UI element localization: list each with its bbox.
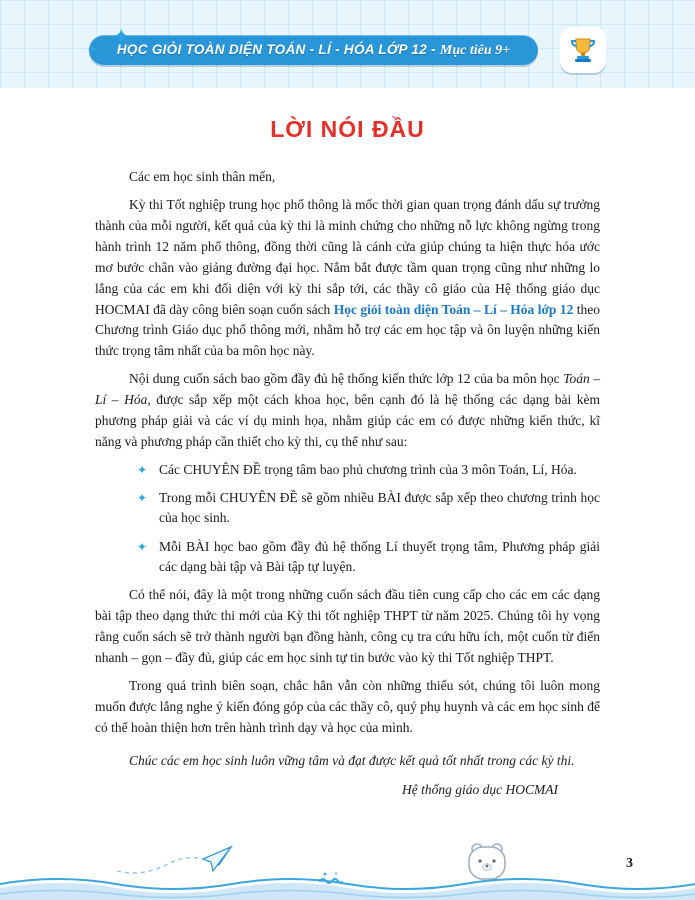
trophy-icon — [560, 27, 606, 73]
paragraph-intro — [95, 195, 600, 362]
page-number: 3 — [626, 856, 633, 871]
banner-title: HỌC GIỎI TOÀN DIỆN TOÁN - LÍ - HÓA LỚP 12 - — [116, 42, 440, 57]
page-header — [0, 0, 695, 88]
paragraph-exam: Có thể nói, đây là một trong những cuốn sách đầu tiên cung cấp cho các em các dạng bài tập theo dạng thức thi mới của Kỳ thi tốt nghiệp THPT từ năm 2025. Chúng tôi hy vọng rằng cuốn sách sẽ trở thành người bạn đồng hành, công cụ tra cứu hữu ích, một cuốn từ điển nhanh – gọn – đầy đủ, giúp các em học sinh tự tin bước vào kỳ thi Tốt nghiệp THPT. — [95, 587, 600, 665]
paragraph-feedback: Trong quá trình biên soạn, chắc hẳn vẫn còn những thiếu sót, chúng tôi luôn mong muốn được lắng nghe ý kiến đóng góp của các thầy cô, quý phụ huynh và các em học sinh để có thể hoàn thiện hơn trên hành trình dạy và học của mình. — [95, 677, 600, 735]
signature: Hệ thống giáo dục HOCMAI — [402, 781, 558, 797]
star-bullet-icon: ✦ — [137, 462, 148, 477]
closing-wish: Chúc các em học sinh luôn vững tâm và đạt được kết quả tốt nhất trong các kỳ thi. — [129, 752, 575, 768]
sparkle-star-icon: ✦ — [86, 43, 99, 59]
greeting-line: Các em học sinh thân mến, — [129, 169, 276, 184]
content — [0, 116, 695, 798]
text-segment: Kỳ thi Tốt nghiệp trung học phổ thông là mốc thời gian quan trọng đánh dấu sự trưởng thành của mỗi người, kết quả của kỳ thi là minh chứng cho những nỗ lực không ngừng trong hành trình 12 năm phổ thông, đồng thời cũng là cánh cửa giúp chúng ta hiện thực hóa ước mơ bước chân vào giảng đường đại học. Nắm bắt được tầm quan trọng cũng như những lo lắng của các em khi đối diện với kỳ thi sắp tới, các thầy cô giáo của Hệ thống giáo dục HOCMAI đã dày công biên soạn cuốn sách — [95, 196, 600, 317]
text-segment: theo Chương trình Giáo dục phổ thông mới, nhằm hỗ trợ các em học tập và ôn luyện những kiến thức trọng tâm nhất của ba môn học này. — [95, 301, 600, 359]
paragraph-contents — [95, 369, 600, 453]
star-bullet-icon: ✦ — [137, 539, 148, 554]
list-item-text: Các CHUYÊN ĐỀ trọng tâm bao phủ chương trình của 3 môn Toán, Lí, Hóa. — [159, 461, 577, 477]
list-item — [137, 488, 600, 529]
trophy-glyph — [568, 35, 598, 65]
star-bullet-icon: ✦ — [137, 491, 148, 506]
sparkle-star-icon: ✦ — [112, 24, 131, 49]
feature-list — [95, 460, 600, 577]
banner-subtitle: Mục tiêu 9+ — [439, 43, 511, 58]
subjects-italic: Toán – Lí – Hóa, — [95, 371, 600, 408]
list-item-text: Mỗi BÀI học bao gồm đầy đủ hệ thống Lí thuyết trọng tâm, Phương pháp giải các dạng bài tập và Bài tập tự luyện. — [159, 538, 600, 574]
series-banner — [89, 35, 538, 65]
list-item — [137, 537, 600, 578]
bottom-wave-decoration — [0, 870, 695, 900]
text-segment: được sắp xếp một cách khoa học, bên cạnh đó là hệ thống các dạng bài kèm phương pháp giải và các ví dụ minh họa, nhằm giúp các em có được những kiến thức, kĩ năng và phương pháp cần thiết cho kỳ thi, cụ thể như sau: — [95, 392, 601, 450]
text-segment: Nội dung cuốn sách bao gồm đầy đủ hệ thống kiến thức lớp 12 của ba môn học — [129, 371, 564, 387]
list-item — [137, 460, 600, 480]
book-title-highlight: Học giỏi toàn diện Toán – Lí – Hóa lớp 12 — [333, 301, 574, 317]
page-title: LỜI NÓI ĐẦU — [270, 116, 425, 142]
list-item-text: Trong mỗi CHUYÊN ĐỀ sẽ gồm nhiều BÀI được sắp xếp theo chương trình học của học sinh. — [159, 490, 600, 526]
